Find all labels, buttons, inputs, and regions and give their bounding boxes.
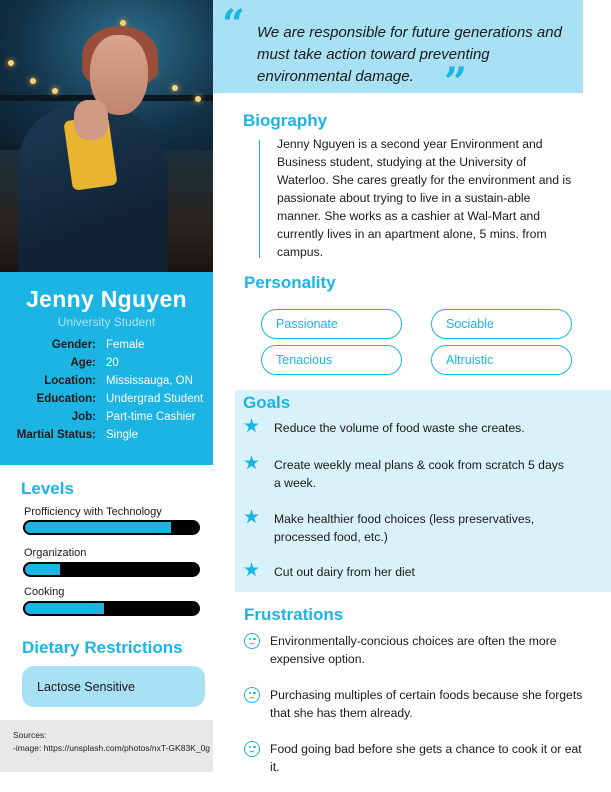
persona-photo — [0, 0, 213, 272]
level-bar — [23, 562, 200, 577]
fact-key: Location: — [44, 375, 96, 387]
frown-icon — [244, 741, 260, 757]
fact-value: Female — [106, 339, 145, 351]
goal-text: Make healthier food choices (less preservatives, processed food, etc.) — [274, 512, 535, 544]
goal-text: Create weekly meal plans & cook from scratch 5 days a week. — [274, 458, 564, 490]
levels-heading: Levels — [21, 479, 74, 498]
biography-heading: Biography — [243, 111, 328, 130]
level-label: Profficiency with Technology — [24, 506, 162, 518]
fact-key: Age: — [70, 357, 96, 369]
fact-key: Gender: — [51, 339, 96, 351]
level-bar-fill — [23, 601, 106, 616]
frustration-text: Food going bad before she gets a chance to cook it or eat it. — [270, 742, 582, 774]
fact-value: Single — [106, 429, 138, 441]
level-bar-fill — [23, 562, 62, 577]
star-icon: ★ — [243, 416, 261, 437]
personality-trait: Passionate — [261, 309, 402, 339]
star-icon: ★ — [243, 507, 261, 528]
star-icon: ★ — [243, 560, 261, 581]
quote-text: We are responsible for future generations and must take action toward preventing environmental damage. — [257, 24, 562, 85]
biography-divider — [259, 140, 260, 258]
goals-heading: Goals — [243, 393, 291, 412]
quote-box — [213, 0, 583, 93]
fact-key: Martial Status: — [16, 429, 96, 441]
fact-row — [0, 393, 213, 411]
persona-role: University Student — [57, 315, 156, 329]
frustrations-heading: Frustrations — [244, 605, 344, 624]
fact-row — [0, 429, 213, 447]
frustration-text: Environmentally-concious choices are often the more expensive option. — [270, 634, 557, 666]
fact-row — [0, 411, 213, 429]
level-label: Organization — [24, 547, 87, 559]
fact-value: 20 — [106, 357, 119, 369]
close-quote-icon: ” — [444, 59, 468, 106]
dietary-heading: Dietary Restrictions — [22, 638, 183, 657]
fact-key: Education: — [36, 393, 96, 405]
frown-icon — [244, 633, 260, 649]
open-quote-icon: “ — [222, 1, 246, 48]
fact-value: Mississauga, ON — [106, 375, 193, 387]
personality-heading: Personality — [244, 273, 336, 292]
level-label: Cooking — [24, 586, 65, 598]
level-bar-fill — [23, 520, 173, 535]
sources-label: Sources: — [13, 730, 47, 740]
persona-facts — [0, 339, 213, 447]
persona-name: Jenny Nguyen — [26, 286, 187, 312]
fact-row — [0, 375, 213, 393]
personality-trait: Altruistic — [431, 345, 572, 375]
fact-row — [0, 339, 213, 357]
level-bar — [23, 601, 200, 616]
goal-text: Cut out dairy from her diet — [274, 565, 415, 579]
biography-text: Jenny Nguyen is a second year Environment and Business student, studying at the University of Waterloo. She cares greatly for the environment and is passionate about trying to live in a sustain-able manner. She works as a cashier at Wal-Mart and currently lives in an apartment alone, 5 mins. from campus. — [277, 137, 572, 259]
fact-value: Part-time Cashier — [106, 411, 196, 423]
star-icon: ★ — [243, 453, 261, 474]
goal-text: Reduce the volume of food waste she creates. — [274, 421, 525, 435]
level-bar — [23, 520, 200, 535]
personality-trait: Sociable — [431, 309, 572, 339]
frustration-text: Purchasing multiples of certain foods because she forgets that she has them already. — [270, 688, 583, 720]
sources-text: -image: https://unsplash.com/photos/nxT-GK83K_0g — [13, 743, 211, 753]
fact-row — [0, 357, 213, 375]
dietary-restriction-item: Lactose Sensitive — [22, 666, 205, 707]
frown-icon — [244, 687, 260, 703]
fact-key: Job: — [71, 411, 96, 423]
sources-box — [0, 720, 213, 772]
fact-value: Undergrad Student — [106, 393, 204, 405]
personality-trait: Tenacious — [261, 345, 402, 375]
